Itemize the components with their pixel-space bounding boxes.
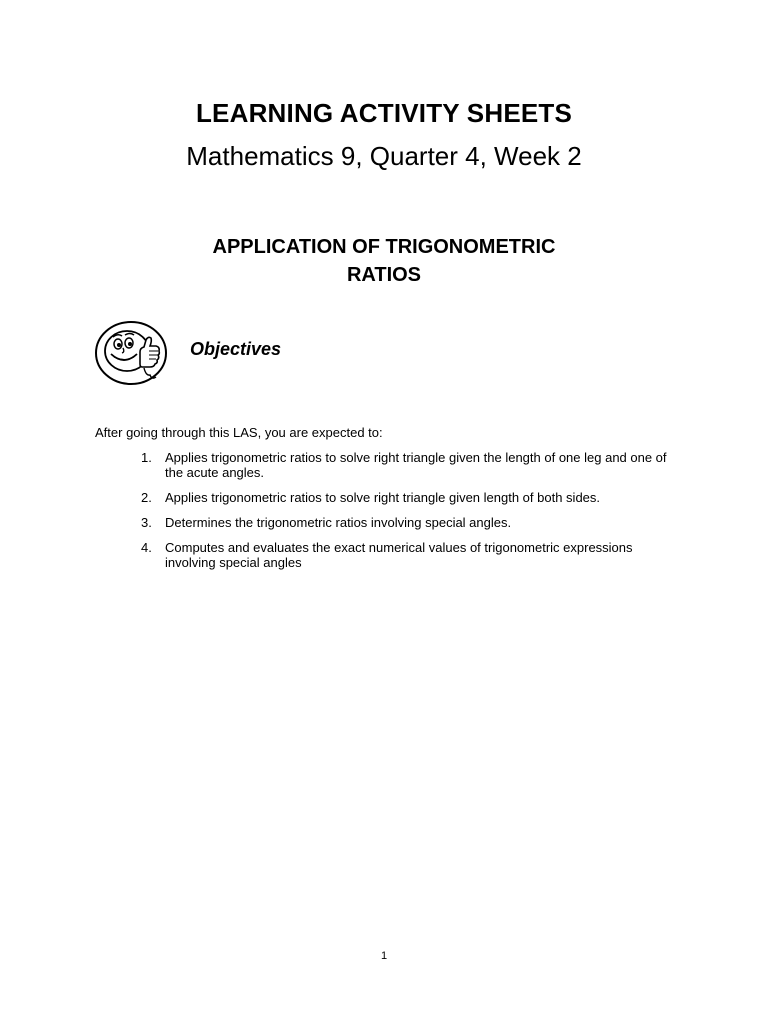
list-item-text: Determines the trigonometric ratios involving special angles. [165,515,512,530]
list-item [130,450,685,480]
list-item [130,490,685,505]
section-title-line-2: RATIOS [346,264,422,286]
section-title [0,233,768,289]
list-item-text: Applies trigonometric ratios to solve right triangle given length of both sides. [165,490,601,505]
list-item [130,540,685,570]
list-item-number: 2. [141,490,152,505]
document-title: LEARNING ACTIVITY SHEETS [195,98,573,128]
list-item-number: 3. [141,515,152,530]
list-item-text: Applies trigonometric ratios to solve right triangle given the length of one leg and one of the acute angles. [165,450,667,480]
smiley-thumbs-up-icon [94,320,170,386]
list-item-text: Computes and evaluates the exact numerical values of trigonometric expressions involving special angles [165,540,633,570]
list-item [130,515,685,530]
document-subtitle: Mathematics 9, Quarter 4, Week 2 [186,141,582,171]
list-item-number: 4. [141,540,152,555]
objectives-list [130,450,685,580]
objectives-heading: Objectives [190,339,282,359]
section-title-line-1: APPLICATION OF TRIGONOMETRIC [212,236,556,258]
page-number: 1 [380,950,388,962]
list-item-number: 1. [141,450,152,465]
objectives-intro: After going through this LAS, you are expected to: [95,425,383,440]
